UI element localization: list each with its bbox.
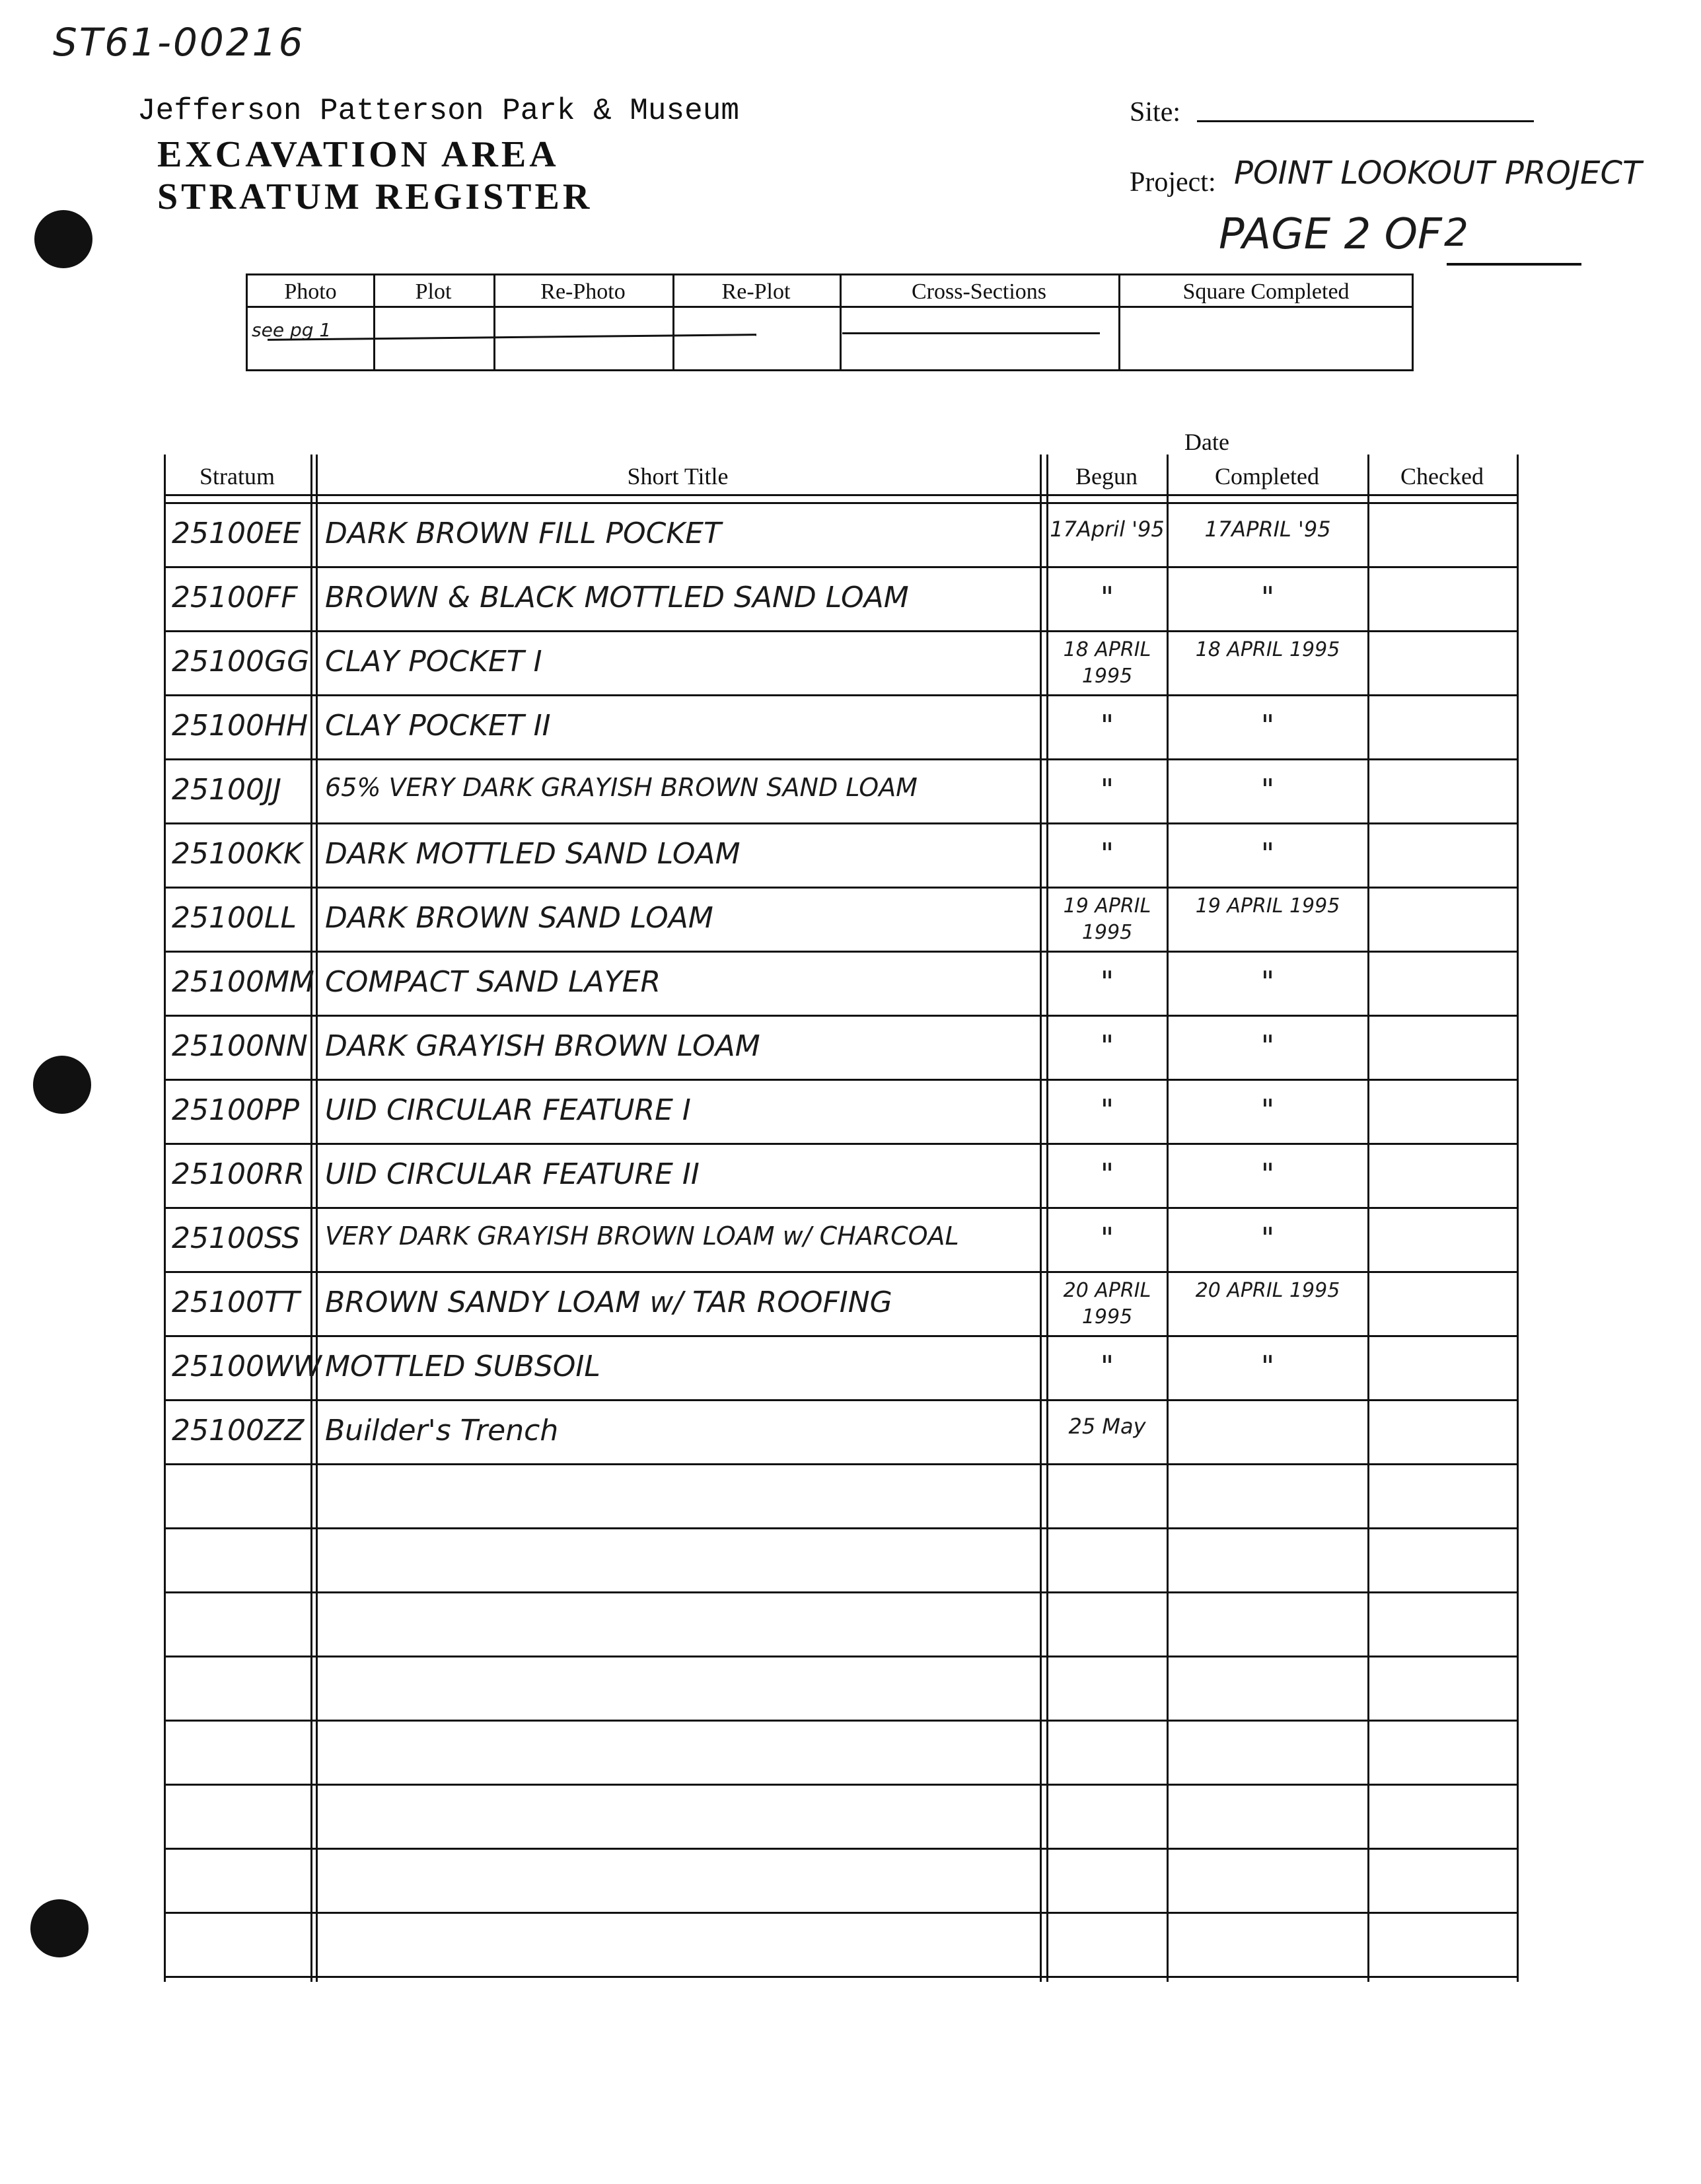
date-begun-cell[interactable]: " xyxy=(1100,1221,1114,1255)
table-row xyxy=(164,1848,1518,1912)
header-photo: Photo xyxy=(284,279,337,304)
table-row xyxy=(164,566,1518,630)
stratum-register-table xyxy=(164,429,1519,1982)
table-row xyxy=(164,1335,1518,1399)
punch-hole xyxy=(34,210,92,268)
institution-name: Jefferson Patterson Park & Museum xyxy=(137,94,739,128)
date-begun-cell[interactable]: " xyxy=(1100,773,1114,807)
project-label: Project: xyxy=(1130,167,1216,198)
date-begun-cell[interactable]: " xyxy=(1100,837,1114,871)
short-title-cell[interactable]: COMPACT SAND LAYER xyxy=(325,965,661,999)
page-label: PAGE 2 OF xyxy=(1219,210,1442,259)
date-begun-cell[interactable]: " xyxy=(1100,581,1114,614)
date-completed-cell[interactable]: " xyxy=(1260,1221,1275,1255)
table-row xyxy=(164,1207,1518,1271)
header-short-title: Short Title xyxy=(627,463,729,490)
table-row xyxy=(164,1527,1518,1591)
date-begun-cell[interactable]: " xyxy=(1100,1350,1114,1383)
short-title-cell[interactable]: CLAY POCKET II xyxy=(325,709,551,743)
header-square-completed: Square Completed xyxy=(1182,279,1350,304)
date-completed-cell[interactable]: " xyxy=(1260,1350,1275,1383)
stratum-cell[interactable]: 25100WW xyxy=(172,1350,322,1383)
stratum-cell[interactable]: 25100EE xyxy=(172,517,301,550)
date-completed-cell[interactable]: " xyxy=(1260,581,1275,614)
date-completed-cell[interactable]: " xyxy=(1260,965,1275,999)
header-checked: Checked xyxy=(1400,463,1484,490)
page-underline xyxy=(1447,263,1581,266)
short-title-cell[interactable]: BROWN & BLACK MOTTLED SAND LOAM xyxy=(325,581,909,614)
table-row xyxy=(164,822,1518,887)
page-total: 2 xyxy=(1444,210,1468,255)
stratum-cell[interactable]: 25100PP xyxy=(172,1093,300,1127)
date-begun-cell[interactable]: " xyxy=(1100,1029,1114,1063)
project-field[interactable]: POINT LOOKOUT PROJECT xyxy=(1234,155,1642,192)
date-completed-cell[interactable]: 19 APRIL 1995 xyxy=(1195,894,1340,918)
stratum-cell[interactable]: 25100NN xyxy=(172,1029,308,1063)
table-row xyxy=(164,1656,1518,1720)
table-row xyxy=(164,887,1518,951)
date-completed-cell[interactable]: 17APRIL '95 xyxy=(1204,517,1331,542)
stratum-cell[interactable]: 25100ZZ xyxy=(172,1414,305,1447)
site-field[interactable] xyxy=(1197,120,1534,122)
short-title-cell[interactable]: DARK MOTTLED SAND LOAM xyxy=(325,837,741,871)
header-stratum: Stratum xyxy=(199,463,275,490)
stratum-cell[interactable]: 25100HH xyxy=(172,709,308,743)
photo-plot-table xyxy=(246,273,1414,371)
cross-section-strike-line xyxy=(842,332,1100,334)
short-title-cell[interactable]: VERY DARK GRAYISH BROWN LOAM w/ CHARCOAL xyxy=(325,1221,959,1251)
table-row xyxy=(164,694,1518,758)
photo-value[interactable]: see pg 1 xyxy=(252,319,332,341)
date-begun-cell[interactable]: 17April '95 xyxy=(1050,517,1165,542)
stratum-cell[interactable]: 25100GG xyxy=(172,645,310,678)
date-begun-cell[interactable]: " xyxy=(1100,965,1114,999)
punch-hole xyxy=(33,1056,91,1114)
table-row xyxy=(164,1784,1518,1848)
table-row xyxy=(164,630,1518,694)
table-row xyxy=(164,1143,1518,1207)
date-begun-cell[interactable]: " xyxy=(1100,709,1114,743)
form-title-line1: EXCAVATION AREA xyxy=(157,134,560,175)
table-row xyxy=(164,1271,1518,1335)
date-completed-cell[interactable]: " xyxy=(1260,773,1275,807)
short-title-cell[interactable]: Builder's Trench xyxy=(325,1414,559,1447)
table-row xyxy=(164,502,1518,566)
date-begun-cell[interactable]: " xyxy=(1100,1157,1114,1191)
header-re-photo: Re-Photo xyxy=(540,279,626,304)
punch-hole xyxy=(30,1899,89,1957)
date-begun-cell[interactable]: 20 APRIL 1995 xyxy=(1063,1279,1151,1329)
site-label: Site: xyxy=(1130,97,1181,127)
short-title-cell[interactable]: DARK BROWN SAND LOAM xyxy=(325,901,713,935)
stratum-cell[interactable]: 25100TT xyxy=(172,1286,300,1319)
date-completed-cell[interactable]: " xyxy=(1260,1093,1275,1127)
date-completed-cell[interactable]: " xyxy=(1260,1157,1275,1191)
header-completed: Completed xyxy=(1215,463,1319,490)
document-id: ST61-00216 xyxy=(53,20,305,65)
short-title-cell[interactable]: DARK BROWN FILL POCKET xyxy=(325,517,721,550)
date-begun-cell[interactable]: " xyxy=(1100,1093,1114,1127)
plot-strike-line xyxy=(268,334,756,341)
short-title-cell[interactable]: CLAY POCKET I xyxy=(325,645,542,678)
header-cross-sections: Cross-Sections xyxy=(912,279,1046,304)
stratum-cell[interactable]: 25100KK xyxy=(172,837,303,871)
date-completed-cell[interactable]: " xyxy=(1260,1029,1275,1063)
header-re-plot: Re-Plot xyxy=(721,279,791,304)
stratum-cell[interactable]: 25100LL xyxy=(172,901,297,935)
short-title-cell[interactable]: BROWN SANDY LOAM w/ TAR ROOFING xyxy=(325,1286,892,1319)
stratum-cell[interactable]: 25100SS xyxy=(172,1221,301,1255)
table-row xyxy=(164,1591,1518,1656)
short-title-cell[interactable]: MOTTLED SUBSOIL xyxy=(325,1350,600,1383)
stratum-cell[interactable]: 25100MM xyxy=(172,965,314,999)
stratum-cell[interactable]: 25100RR xyxy=(172,1157,305,1191)
date-completed-cell[interactable]: 20 APRIL 1995 xyxy=(1195,1279,1340,1302)
table-row xyxy=(164,758,1518,822)
form-title-line2: STRATUM REGISTER xyxy=(157,176,593,217)
table-row xyxy=(164,1720,1518,1784)
table-row xyxy=(164,951,1518,1015)
table-row xyxy=(164,1912,1518,1976)
table-row xyxy=(164,1015,1518,1079)
table-row xyxy=(164,1079,1518,1143)
short-title-cell[interactable]: 65% VERY DARK GRAYISH BROWN SAND LOAM xyxy=(325,773,918,802)
short-title-cell[interactable]: UID CIRCULAR FEATURE I xyxy=(325,1093,691,1127)
date-begun-cell[interactable]: 25 May xyxy=(1068,1414,1146,1439)
date-completed-cell[interactable]: " xyxy=(1260,837,1275,871)
short-title-cell[interactable]: DARK GRAYISH BROWN LOAM xyxy=(325,1029,760,1063)
header-begun: Begun xyxy=(1075,463,1138,490)
date-begun-cell[interactable]: 19 APRIL 1995 xyxy=(1063,894,1151,944)
stratum-cell[interactable]: 25100FF xyxy=(172,581,298,614)
table-row xyxy=(164,1399,1518,1463)
header-date-group: Date xyxy=(1184,429,1229,455)
short-title-cell[interactable]: UID CIRCULAR FEATURE II xyxy=(325,1157,700,1191)
date-completed-cell[interactable]: " xyxy=(1260,709,1275,743)
stratum-cell[interactable]: 25100JJ xyxy=(172,773,281,807)
date-completed-cell[interactable]: 18 APRIL 1995 xyxy=(1195,638,1340,661)
header-plot: Plot xyxy=(415,279,452,304)
table-row xyxy=(164,1463,1518,1527)
date-begun-cell[interactable]: 18 APRIL 1995 xyxy=(1063,638,1151,688)
